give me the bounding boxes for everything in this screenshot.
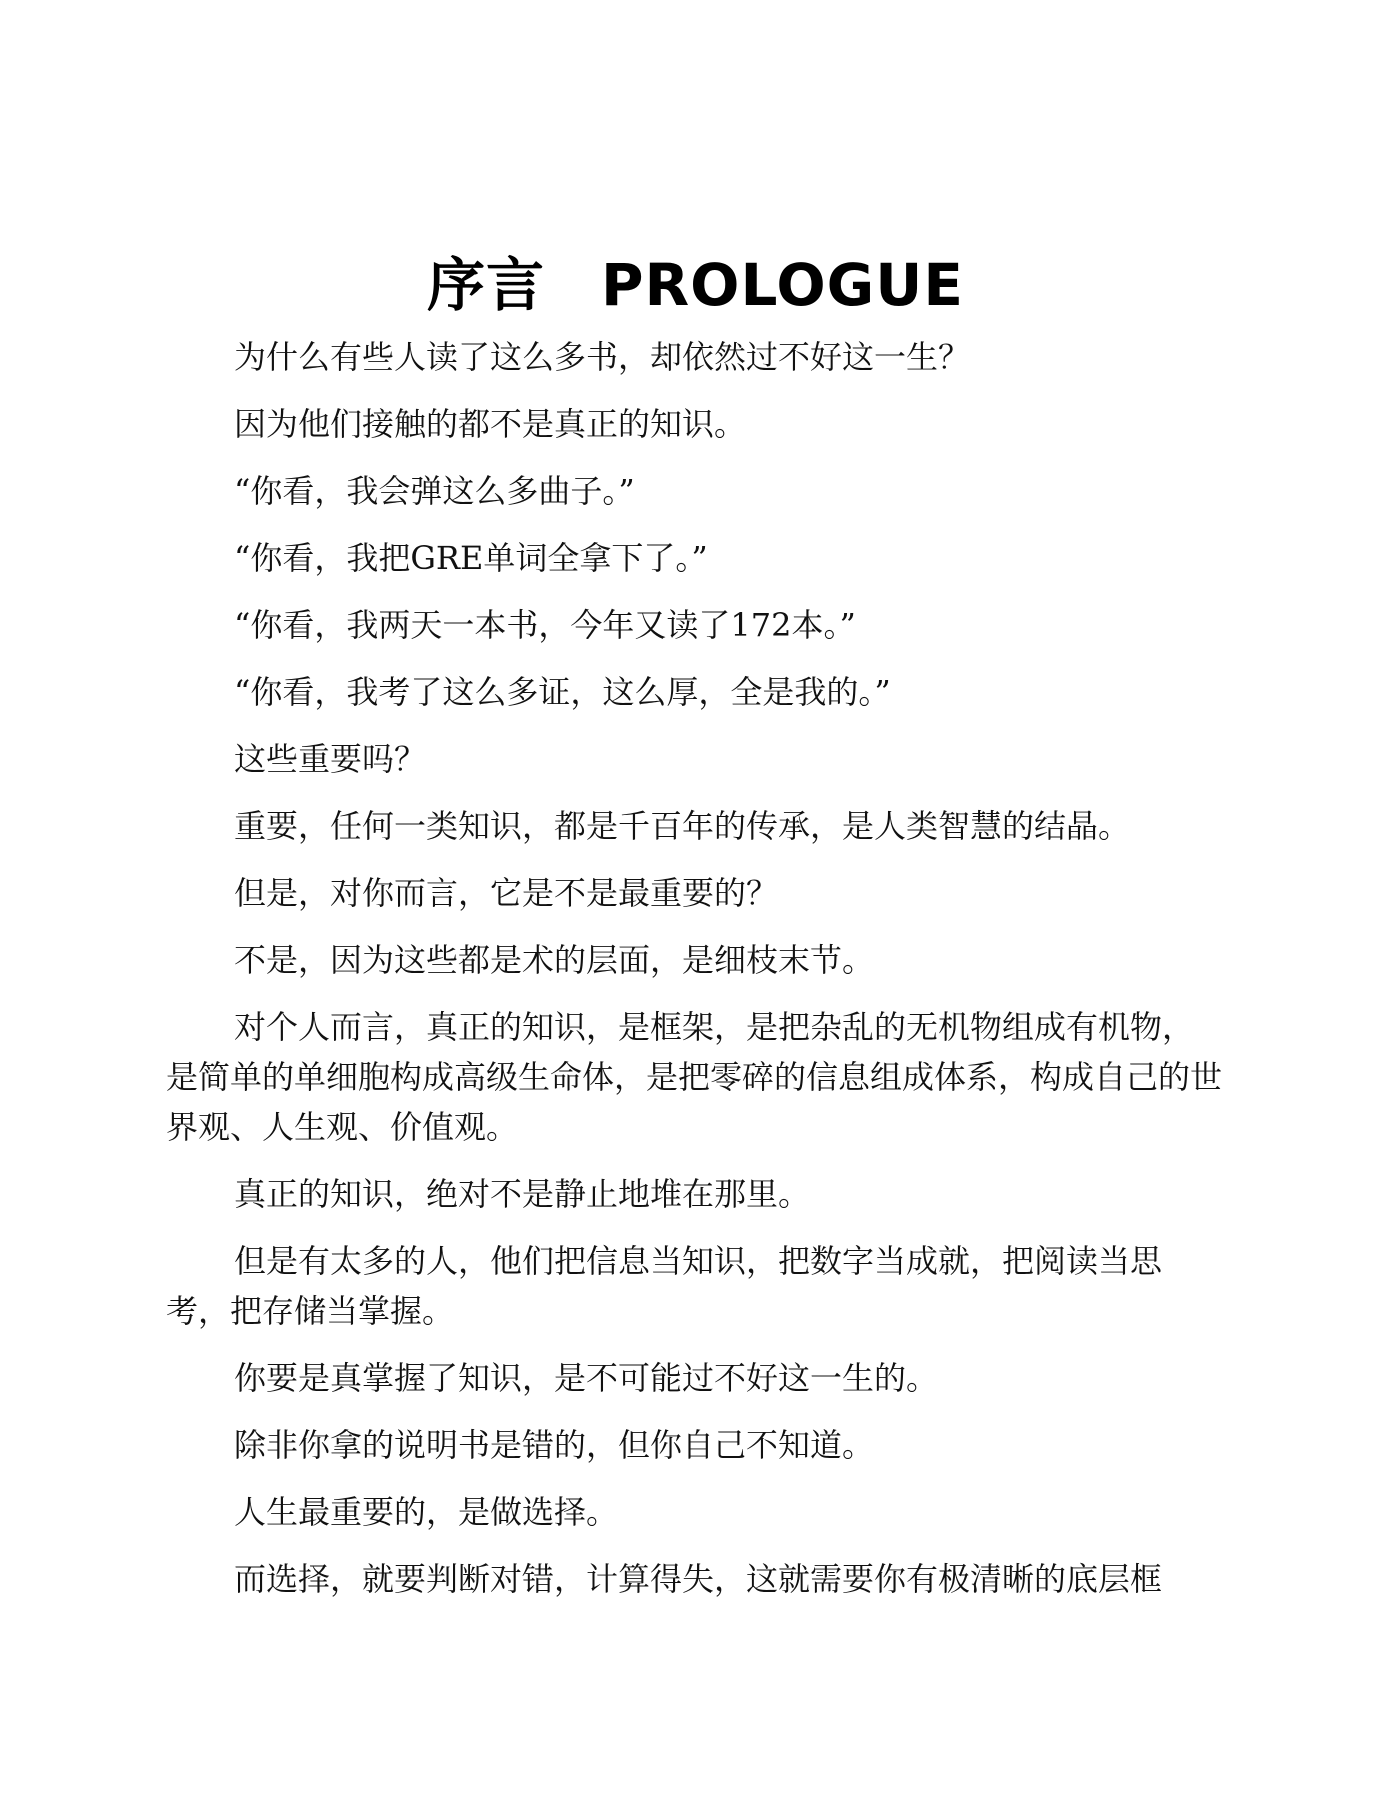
paragraph: 除非你拿的说明书是错的，但你自己不知道。 — [234, 1426, 875, 1464]
page-title — [0, 250, 1391, 320]
paragraph: 你要是真掌握了知识，是不可能过不好这一生的。 — [234, 1359, 939, 1397]
paragraph: 为什么有些人读了这么多书，却依然过不好这一生？ — [234, 338, 971, 376]
paragraph: 不是，因为这些都是术的层面，是细枝末节。 — [234, 941, 875, 979]
paragraph: 但是，对你而言，它是不是最重要的？ — [234, 874, 779, 912]
title-chinese: 序言 — [426, 251, 545, 319]
paragraph: “你看，我考了这么多证，这么厚，全是我的。” — [234, 673, 891, 711]
paragraph: “你看，我会弹这么多曲子。” — [234, 472, 635, 510]
paragraph: “你看，我两天一本书，今年又读了172本。” — [234, 606, 856, 644]
paragraph: 重要，任何一类知识，都是千百年的传承，是人类智慧的结晶。 — [234, 807, 1131, 845]
paragraph: “你看，我把GRE单词全拿下了。” — [234, 539, 708, 577]
paragraph: 这些重要吗？ — [234, 740, 427, 778]
paragraph: 但是有太多的人，他们把信息当知识，把数字当成就，把阅读当思考，把存储当掌握。 — [166, 1242, 1163, 1330]
paragraph: 对个人而言，真正的知识，是框架，是把杂乱的无机物组成有机物，是简单的单细胞构成高级生命体，是把零碎的信息组成体系，构成自己的世界观、人生观、价值观。 — [166, 1008, 1223, 1146]
body-text — [166, 332, 1222, 1621]
paragraph: 人生最重要的，是做选择。 — [234, 1493, 619, 1531]
title-english: PROLOGUE — [601, 251, 964, 319]
paragraph: 而选择，就要判断对错，计算得失，这就需要你有极清晰的底层框 — [234, 1560, 1163, 1598]
paragraph: 真正的知识，绝对不是静止地堆在那里。 — [234, 1175, 811, 1213]
paragraph: 因为他们接触的都不是真正的知识。 — [234, 405, 747, 443]
